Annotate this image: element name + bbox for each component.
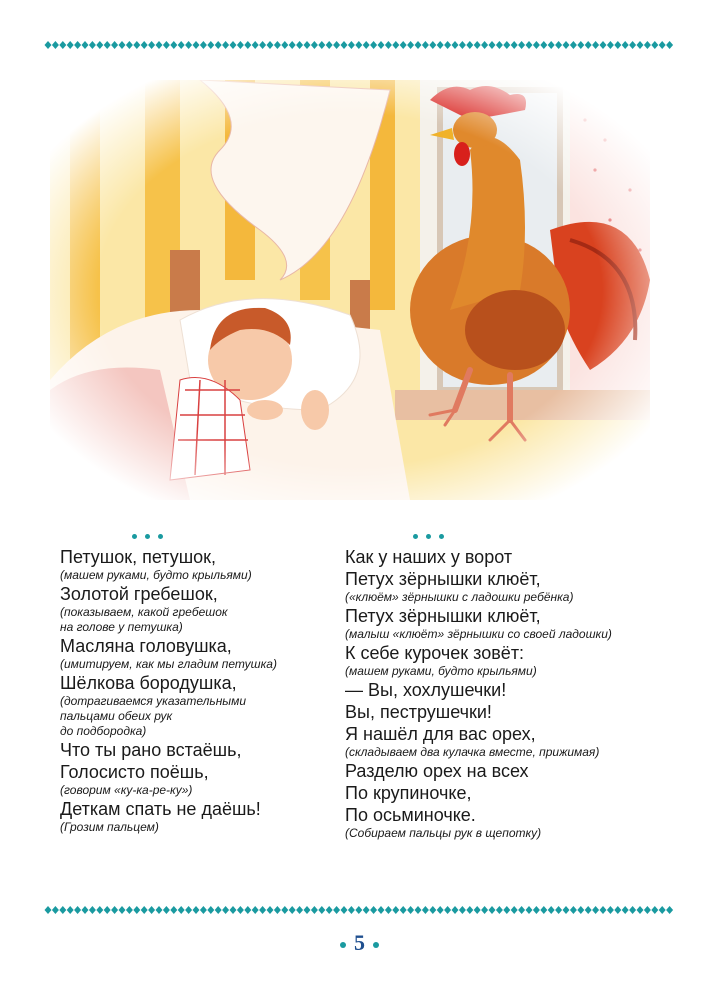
border-diamond <box>503 906 510 914</box>
gesture-note: (складываем два кулачка вместе, прижимая) <box>345 745 600 759</box>
border-diamond <box>326 906 333 914</box>
border-diamond <box>585 41 592 49</box>
border-diamond <box>104 906 111 914</box>
border-diamond <box>104 41 111 49</box>
border-diamond <box>237 906 244 914</box>
border-diamond <box>570 906 577 914</box>
ornament-dot <box>439 534 444 539</box>
border-diamond <box>119 41 126 49</box>
border-diamond <box>326 41 333 49</box>
border-diamond <box>637 41 644 49</box>
border-diamond <box>622 906 629 914</box>
ornament-dot <box>426 534 431 539</box>
border-diamond <box>252 41 259 49</box>
border-diamond <box>518 906 525 914</box>
border-diamond <box>548 906 555 914</box>
border-diamond <box>185 41 192 49</box>
poem-line: По осьминочке. <box>345 805 476 825</box>
border-diamond <box>318 906 325 914</box>
border-diamond <box>289 41 296 49</box>
border-diamond <box>126 906 133 914</box>
border-diamond <box>392 41 399 49</box>
ornament-dot <box>132 534 137 539</box>
border-diamond <box>45 41 52 49</box>
border-diamond <box>133 906 140 914</box>
border-diamond <box>52 41 59 49</box>
poem-line: Вы, пеструшечки! <box>345 702 492 722</box>
border-diamond <box>259 41 266 49</box>
border-diamond <box>141 906 148 914</box>
border-diamond <box>67 41 74 49</box>
border-diamond <box>540 41 547 49</box>
gesture-note: (машем руками, будто крыльями) <box>60 568 252 582</box>
border-diamond <box>659 906 666 914</box>
border-diamond <box>459 906 466 914</box>
border-diamond <box>59 41 66 49</box>
border-diamond <box>629 906 636 914</box>
border-diamond <box>459 41 466 49</box>
border-diamond <box>526 41 533 49</box>
border-diamond <box>318 41 325 49</box>
border-diamond <box>82 906 89 914</box>
border-diamond <box>415 41 422 49</box>
top-decorative-border <box>44 40 675 50</box>
border-diamond <box>526 906 533 914</box>
border-diamond <box>415 906 422 914</box>
border-diamond <box>600 906 607 914</box>
border-diamond <box>111 41 118 49</box>
ornament-dot <box>413 534 418 539</box>
border-diamond <box>503 41 510 49</box>
bottom-decorative-border <box>44 905 675 915</box>
border-diamond <box>540 906 547 914</box>
border-diamond <box>82 41 89 49</box>
border-diamond <box>178 906 185 914</box>
poem-line: Петух зёрнышки клюёт, <box>345 569 541 589</box>
border-diamond <box>466 906 473 914</box>
border-diamond <box>341 41 348 49</box>
border-diamond <box>274 41 281 49</box>
border-diamond <box>607 41 614 49</box>
border-diamond <box>666 41 673 49</box>
gesture-note: (машем руками, будто крыльями) <box>345 664 537 678</box>
gesture-note: (малыш «клюёт» зёрнышки со своей ладошки) <box>345 627 612 641</box>
border-diamond <box>207 906 214 914</box>
border-diamond <box>385 41 392 49</box>
left-poem-column <box>60 530 330 835</box>
poem-line: Петушок, петушок, <box>60 547 217 567</box>
border-diamond <box>452 906 459 914</box>
border-diamond <box>156 41 163 49</box>
border-diamond <box>437 41 444 49</box>
border-diamond <box>96 906 103 914</box>
border-diamond <box>659 41 666 49</box>
poem-line: Петух зёрнышки клюёт, <box>345 606 541 626</box>
border-diamond <box>304 41 311 49</box>
border-diamond <box>533 41 540 49</box>
border-diamond <box>193 41 200 49</box>
border-diamond <box>577 41 584 49</box>
border-diamond <box>422 41 429 49</box>
border-diamond <box>651 41 658 49</box>
border-diamond <box>289 906 296 914</box>
border-diamond <box>452 41 459 49</box>
border-diamond <box>193 906 200 914</box>
border-diamond <box>111 906 118 914</box>
border-diamond <box>644 906 651 914</box>
gesture-note: пальцами обеих рук <box>60 709 173 723</box>
border-diamond <box>341 906 348 914</box>
border-diamond <box>222 906 229 914</box>
page-number: 5 <box>354 930 365 955</box>
gesture-note: (Грозим пальцем) <box>60 820 159 834</box>
border-diamond <box>496 41 503 49</box>
border-diamond <box>230 41 237 49</box>
border-diamond <box>363 906 370 914</box>
border-diamond <box>533 906 540 914</box>
border-diamond <box>370 41 377 49</box>
border-diamond <box>666 906 673 914</box>
poem-line: — Вы, хохлушечки! <box>345 680 507 700</box>
border-diamond <box>333 41 340 49</box>
border-diamond <box>651 906 658 914</box>
border-diamond <box>237 41 244 49</box>
border-diamond <box>444 41 451 49</box>
right-ornament-dots <box>345 530 665 542</box>
border-diamond <box>252 906 259 914</box>
border-diamond <box>215 906 222 914</box>
border-diamond <box>333 906 340 914</box>
border-diamond <box>200 41 207 49</box>
poem-line: Что ты рано встаёшь, <box>60 740 242 760</box>
border-diamond <box>474 906 481 914</box>
border-diamond <box>355 41 362 49</box>
border-diamond <box>126 41 133 49</box>
border-diamond <box>474 41 481 49</box>
border-diamond <box>304 906 311 914</box>
border-diamond <box>163 906 170 914</box>
poem-line: Шёлкова бородушка, <box>60 673 237 693</box>
border-diamond <box>148 41 155 49</box>
border-diamond <box>385 906 392 914</box>
border-diamond <box>230 906 237 914</box>
border-diamond <box>267 906 274 914</box>
rooster-illustration <box>50 80 650 500</box>
border-diamond <box>67 906 74 914</box>
border-diamond <box>215 41 222 49</box>
border-diamond <box>622 41 629 49</box>
border-diamond <box>555 41 562 49</box>
ornament-dot <box>158 534 163 539</box>
border-diamond <box>207 41 214 49</box>
border-diamond <box>45 906 52 914</box>
border-diamond <box>89 906 96 914</box>
border-diamond <box>281 906 288 914</box>
border-diamond <box>274 906 281 914</box>
border-diamond <box>370 906 377 914</box>
border-diamond <box>511 41 518 49</box>
border-diamond <box>296 906 303 914</box>
border-diamond <box>429 906 436 914</box>
border-diamond <box>244 906 251 914</box>
border-diamond <box>563 41 570 49</box>
border-diamond <box>96 41 103 49</box>
border-diamond <box>178 41 185 49</box>
left-ornament-dots <box>60 530 330 542</box>
border-diamond <box>407 41 414 49</box>
page-number-row <box>0 930 719 956</box>
border-diamond <box>163 41 170 49</box>
border-diamond <box>378 41 385 49</box>
border-diamond <box>548 41 555 49</box>
border-diamond <box>74 906 81 914</box>
gesture-note: на голове у петушка) <box>60 620 183 634</box>
border-diamond <box>607 906 614 914</box>
poem-line: Я нашёл для вас орех, <box>345 724 536 744</box>
border-diamond <box>311 906 318 914</box>
poem-line: К себе курочек зовёт: <box>345 643 525 663</box>
border-diamond <box>296 41 303 49</box>
poem-line: Масляна головушка, <box>60 636 232 656</box>
border-diamond <box>614 41 621 49</box>
border-diamond <box>222 41 229 49</box>
border-diamond <box>141 41 148 49</box>
border-diamond <box>570 41 577 49</box>
border-diamond <box>156 906 163 914</box>
border-diamond <box>392 906 399 914</box>
gesture-note: (имитируем, как мы гладим петушка) <box>60 657 277 671</box>
poem-line: Как у наших у ворот <box>345 547 513 567</box>
border-diamond <box>378 906 385 914</box>
border-diamond <box>348 906 355 914</box>
poem-line: По крупиночке, <box>345 783 472 803</box>
border-diamond <box>259 906 266 914</box>
border-diamond <box>52 906 59 914</box>
border-diamond <box>185 906 192 914</box>
border-diamond <box>489 41 496 49</box>
border-diamond <box>555 906 562 914</box>
border-diamond <box>244 41 251 49</box>
border-diamond <box>511 906 518 914</box>
border-diamond <box>600 41 607 49</box>
border-diamond <box>89 41 96 49</box>
poem-line: Золотой гребешок, <box>60 584 218 604</box>
gesture-note: до подбородка) <box>60 724 147 738</box>
border-diamond <box>481 906 488 914</box>
right-poem-column <box>345 530 665 841</box>
border-diamond <box>170 41 177 49</box>
border-diamond <box>407 906 414 914</box>
border-diamond <box>363 41 370 49</box>
border-diamond <box>119 906 126 914</box>
border-diamond <box>400 906 407 914</box>
border-diamond <box>355 906 362 914</box>
border-diamond <box>267 41 274 49</box>
border-diamond <box>200 906 207 914</box>
border-diamond <box>496 906 503 914</box>
border-diamond <box>592 906 599 914</box>
border-diamond <box>74 41 81 49</box>
border-diamond <box>422 906 429 914</box>
border-diamond <box>614 906 621 914</box>
poem-line: Голосисто поёшь, <box>60 762 209 782</box>
border-diamond <box>170 906 177 914</box>
border-diamond <box>563 906 570 914</box>
border-diamond <box>466 41 473 49</box>
gesture-note: (Собираем пальцы рук в щепотку) <box>345 826 542 840</box>
border-diamond <box>489 906 496 914</box>
border-diamond <box>585 906 592 914</box>
border-diamond <box>148 906 155 914</box>
border-diamond <box>637 906 644 914</box>
ornament-dot <box>145 534 150 539</box>
border-diamond <box>437 906 444 914</box>
poem-line: Деткам спать не даёшь! <box>60 799 261 819</box>
border-diamond <box>518 41 525 49</box>
poem-line: Разделю орех на всех <box>345 761 529 781</box>
page-number-bullet <box>340 942 346 948</box>
border-diamond <box>400 41 407 49</box>
border-diamond <box>429 41 436 49</box>
border-diamond <box>59 906 66 914</box>
gesture-note: («клюём» зёрнышки с ладошки ребёнка) <box>345 590 574 604</box>
border-diamond <box>311 41 318 49</box>
border-diamond <box>481 41 488 49</box>
gesture-note: (дотрагиваемся указательными <box>60 694 247 708</box>
gesture-note: (говорим «ку-ка-ре-ку») <box>60 783 193 797</box>
border-diamond <box>592 41 599 49</box>
page-number-bullet <box>373 942 379 948</box>
border-diamond <box>444 906 451 914</box>
border-diamond <box>577 906 584 914</box>
border-diamond <box>629 41 636 49</box>
border-diamond <box>644 41 651 49</box>
border-diamond <box>281 41 288 49</box>
gesture-note: (показываем, какой гребешок <box>60 605 228 619</box>
border-diamond <box>133 41 140 49</box>
border-diamond <box>348 41 355 49</box>
